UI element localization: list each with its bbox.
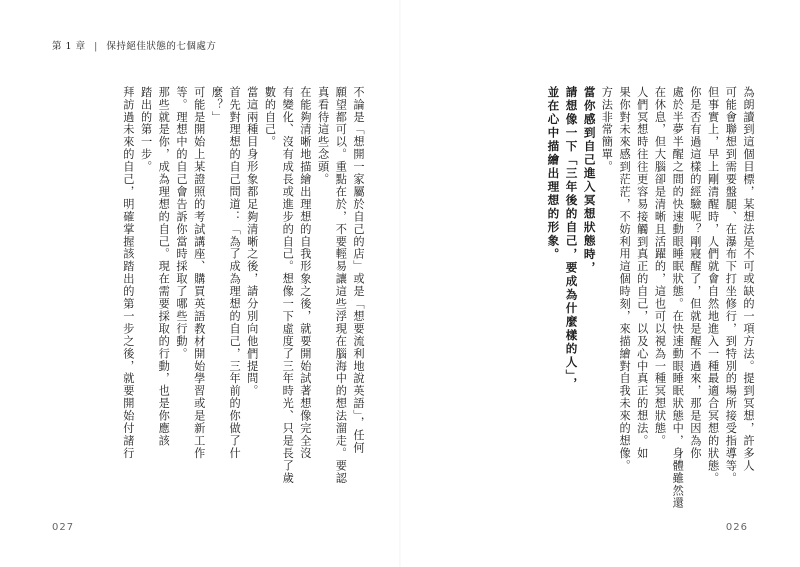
text-line: 數的自己。 [263,86,277,149]
text-line: 拜訪過未來的自己，明確掌握該踏出的第一步之後，就要開始付諸行 [121,86,135,460]
text-line: 可能會聯想到需要盤腿、在瀑布下打坐修行，到特別的場所接受指導等。 [724,86,738,485]
running-head-separator: | [94,41,98,52]
running-head-chapter: 第 1 章 [52,41,86,52]
text-line: 當你感到自己進入冥想狀態時， [582,86,597,275]
left-page-text-block [116,86,364,486]
text-line: 為朗讀到這個目標，某想法是不可或缺的一項方法。提到冥想，許多人 [742,86,755,472]
text-line: 並在心中描繪出理想的形象。 [546,86,561,262]
text-line: 真看待這些念頭。 [316,86,330,186]
text-line: 在能夠清晰地描繪出理想的自我形象之後，就要開始試著想像完全沒 [298,86,312,460]
text-line: 請想像一下「三年後的自己，要成為什麼樣的人」， [564,86,579,391]
text-line: 處於半夢半醒之間的快速動眼睡眠狀態。在快速動眼睡眠狀態中，身體雖然還 [671,86,685,510]
text-line: 人們冥想時往往更容易接觸到真正的自己，以及心中真正的想法。如 [635,86,649,460]
page-number-right: 026 [725,522,748,533]
text-line: 等。理想中的自己會告訴你當時採取了哪些行動。 [174,86,188,360]
text-line: 可能是開始上某證照的考試講座、購買英語教材開始學習或是新工作 [192,86,206,460]
text-line: 在休息，但大腦卻是清晰且活躍的，這也可以視為一種冥想狀態。 [653,86,667,448]
text-line: 麼？」 [210,86,224,124]
text-line: 你是否有過這樣的經驗呢？剛寢醒了，但就是醒不過來，那是因為你 [688,86,702,460]
text-line: 那些就是你，成為理想的自己。現在需要採取的行動，也是你應該 [157,86,171,448]
right-page-text-block [540,86,755,510]
text-line: 但事實上，早上剛清醒時，人們就會自然地進入一種最適合冥想的狀態。 [706,86,720,485]
text-line: 踏出的第一步。 [139,86,153,174]
text-line: 有變化、沒有成長或進步的自己。想像一下虛度了三年時光、只是長了歲 [281,86,295,485]
page-number-left: 027 [52,522,75,533]
text-line: 願望都可以。重點在於，不要輕易讓這些浮現在腦海中的想法溜走。要認 [334,86,348,485]
running-head [52,38,216,52]
text-line: 當這兩種目身形象都足夠清晰之後，請分別向他們提問。 [245,86,259,398]
text-line: 首先對理想的自己問道：「為了成為理想的自己，三年前的你做了什 [228,86,242,460]
text-line: 方法非常簡單。 [600,86,614,174]
text-line: 果你對未來感到茫茫，不妨利用這個時刻，來描繪對自我未來的想像。 [618,86,632,472]
running-head-title: 保持絕佳狀態的七個處方 [106,41,217,52]
right-page [400,0,800,567]
text-line: 不論是「想開一家屬於自己的店」或是「想要流利地說英語」，任何 [352,86,365,454]
